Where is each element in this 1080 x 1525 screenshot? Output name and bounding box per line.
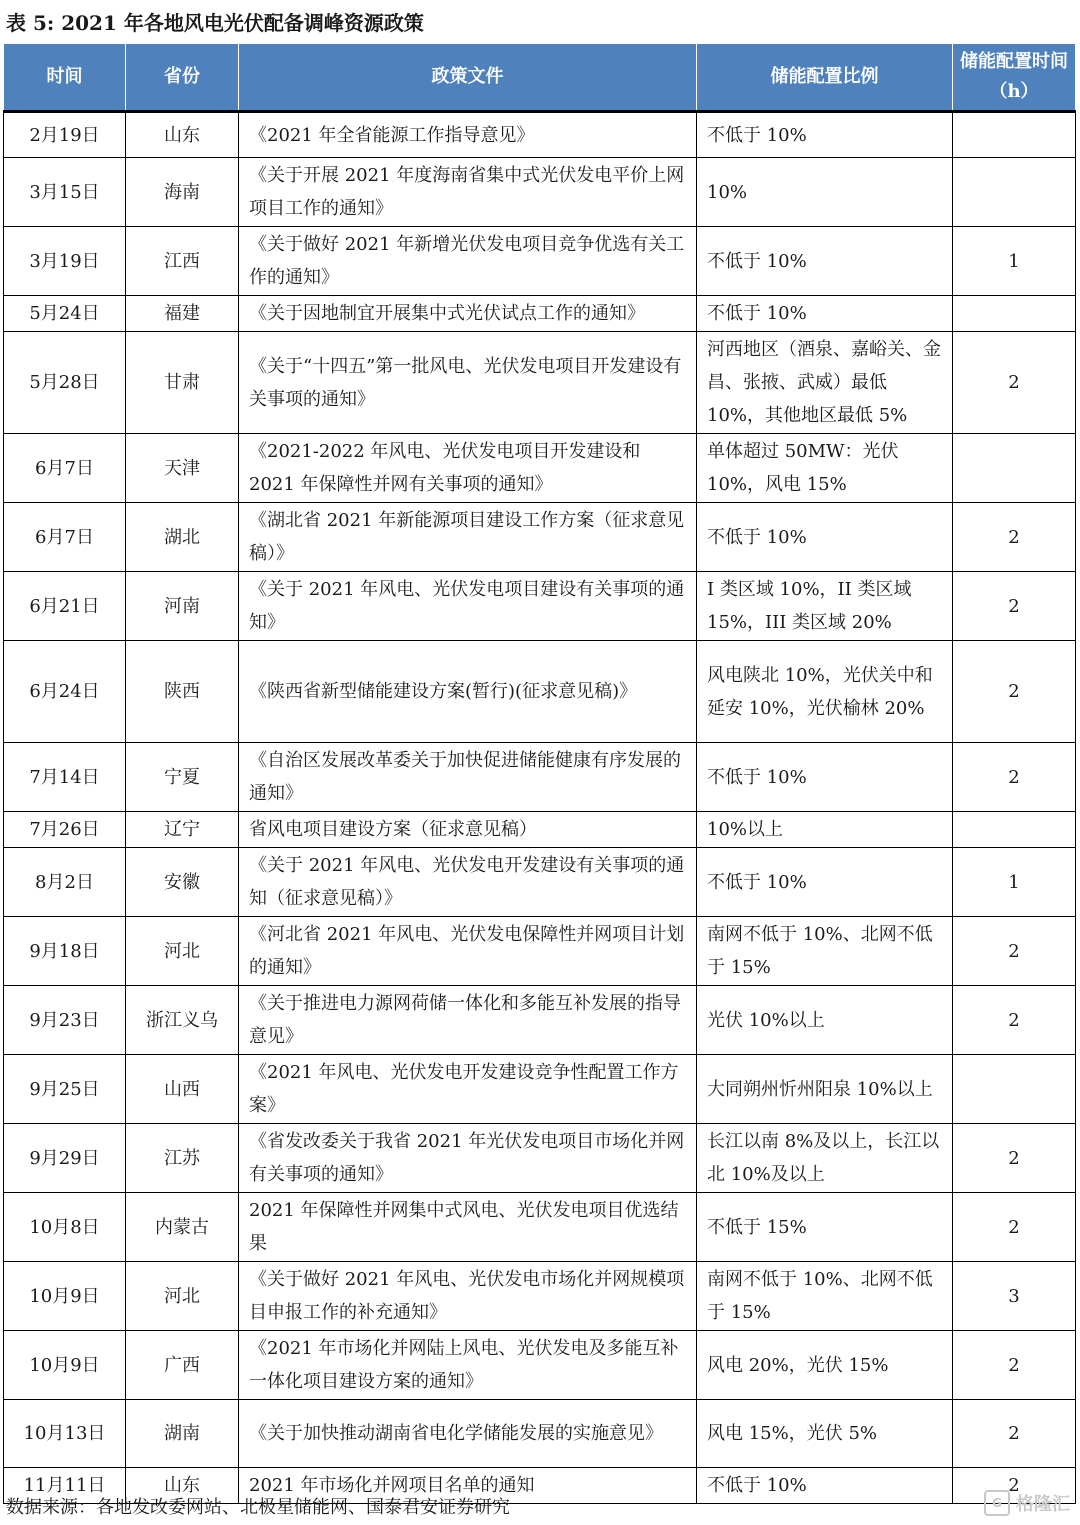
header-ratio: 储能配置比例 xyxy=(697,44,953,112)
table-row xyxy=(4,812,1076,848)
cell-policy: 《关于因地制宜开展集中式光伏试点工作的通知》 xyxy=(239,296,697,332)
table-row xyxy=(4,1262,1076,1331)
cell-hours: 2 xyxy=(953,641,1076,743)
cell-hours: 2 xyxy=(953,1193,1076,1262)
cell-province: 湖北 xyxy=(126,503,239,572)
table-row xyxy=(4,227,1076,296)
table-row xyxy=(4,986,1076,1055)
cell-policy: 《关于做好 2021 年风电、光伏发电市场化并网规模项目申报工作的补充通知》 xyxy=(239,1262,697,1331)
cell-province: 河北 xyxy=(126,917,239,986)
cell-province: 山西 xyxy=(126,1055,239,1124)
table-row xyxy=(4,1124,1076,1193)
cell-hours: 2 xyxy=(953,1331,1076,1400)
table-row xyxy=(4,296,1076,332)
cell-ratio: 10% xyxy=(697,158,953,227)
cell-date: 7月26日 xyxy=(4,812,126,848)
cell-province: 安徽 xyxy=(126,848,239,917)
header-province: 省份 xyxy=(126,44,239,112)
cell-ratio: 南网不低于 10%、北网不低于 15% xyxy=(697,917,953,986)
cell-date: 10月8日 xyxy=(4,1193,126,1262)
table-row xyxy=(4,158,1076,227)
cell-hours xyxy=(953,158,1076,227)
cell-ratio: 不低于 10% xyxy=(697,848,953,917)
cell-province: 广西 xyxy=(126,1331,239,1400)
cell-date: 7月14日 xyxy=(4,743,126,812)
cell-hours: 2 xyxy=(953,917,1076,986)
cell-date: 9月23日 xyxy=(4,986,126,1055)
cell-ratio: 风电 20%，光伏 15% xyxy=(697,1331,953,1400)
cell-policy: 《2021 年风电、光伏发电开发建设竞争性配置工作方案》 xyxy=(239,1055,697,1124)
cell-province: 江苏 xyxy=(126,1124,239,1193)
header-date: 时间 xyxy=(4,44,126,112)
cell-province: 河南 xyxy=(126,572,239,641)
cell-date: 6月21日 xyxy=(4,572,126,641)
cell-province: 浙江义乌 xyxy=(126,986,239,1055)
cell-policy: 《关于 2021 年风电、光伏发电项目建设有关事项的通知》 xyxy=(239,572,697,641)
table-row xyxy=(4,503,1076,572)
cell-date: 3月19日 xyxy=(4,227,126,296)
cell-date: 10月13日 xyxy=(4,1400,126,1468)
cell-hours xyxy=(953,812,1076,848)
cell-policy: 《关于做好 2021 年新增光伏发电项目竞争优选有关工作的通知》 xyxy=(239,227,697,296)
cell-hours: 3 xyxy=(953,1262,1076,1331)
cell-hours: 2 xyxy=(953,743,1076,812)
cell-ratio: 风电陕北 10%，光伏关中和延安 10%，光伏榆林 20% xyxy=(697,641,953,743)
policy-table xyxy=(3,43,1076,1504)
table-body xyxy=(4,112,1076,1504)
cell-hours: 2 xyxy=(953,332,1076,434)
watermark-text: 格隆汇 xyxy=(1016,1494,1070,1515)
cell-date: 9月25日 xyxy=(4,1055,126,1124)
gelonghui-logo-icon: G xyxy=(984,1490,1010,1516)
cell-policy: 《关于开展 2021 年度海南省集中式光伏发电平价上网项目工作的通知》 xyxy=(239,158,697,227)
header-policy: 政策文件 xyxy=(239,44,697,112)
cell-hours: 2 xyxy=(953,572,1076,641)
watermark xyxy=(984,1490,1070,1516)
cell-hours: 1 xyxy=(953,848,1076,917)
cell-ratio: 不低于 10% xyxy=(697,743,953,812)
cell-policy: 《省发改委关于我省 2021 年光伏发电项目市场化并网有关事项的通知》 xyxy=(239,1124,697,1193)
table-row xyxy=(4,1331,1076,1400)
cell-province: 湖南 xyxy=(126,1400,239,1468)
table-title: 表 5: 2021 年各地风电光伏配备调峰资源政策 xyxy=(6,11,424,35)
table-row xyxy=(4,434,1076,503)
cell-date: 6月7日 xyxy=(4,503,126,572)
cell-date: 5月28日 xyxy=(4,332,126,434)
cell-hours xyxy=(953,112,1076,158)
cell-policy: 《关于加快推动湖南省电化学储能发展的实施意见》 xyxy=(239,1400,697,1468)
cell-hours: 1 xyxy=(953,227,1076,296)
cell-hours xyxy=(953,1055,1076,1124)
cell-ratio: 10%以上 xyxy=(697,812,953,848)
table-row xyxy=(4,641,1076,743)
cell-ratio: 不低于 10% xyxy=(697,112,953,158)
cell-ratio: 不低于 15% xyxy=(697,1193,953,1262)
cell-policy: 《关于推进电力源网荷储一体化和多能互补发展的指导意见》 xyxy=(239,986,697,1055)
cell-policy: 《关于 2021 年风电、光伏发电开发建设有关事项的通知（征求意见稿）》 xyxy=(239,848,697,917)
cell-date: 11月11日 xyxy=(4,1468,126,1504)
cell-policy: 《2021 年市场化并网陆上风电、光伏发电及多能互补一体化项目建设方案的通知》 xyxy=(239,1331,697,1400)
cell-hours: 2 xyxy=(953,1400,1076,1468)
table-row xyxy=(4,743,1076,812)
cell-date: 8月2日 xyxy=(4,848,126,917)
cell-policy: 《2021-2022 年风电、光伏发电项目开发建设和 2021 年保障性并网有关事项的通知》 xyxy=(239,434,697,503)
cell-province: 宁夏 xyxy=(126,743,239,812)
table-row xyxy=(4,1055,1076,1124)
cell-date: 9月29日 xyxy=(4,1124,126,1193)
cell-date: 6月24日 xyxy=(4,641,126,743)
cell-hours xyxy=(953,296,1076,332)
cell-ratio: 河西地区（酒泉、嘉峪关、金昌、张掖、武威）最低 10%，其他地区最低 5% xyxy=(697,332,953,434)
cell-province: 天津 xyxy=(126,434,239,503)
cell-date: 10月9日 xyxy=(4,1331,126,1400)
table-row xyxy=(4,848,1076,917)
table-header-row xyxy=(4,44,1076,112)
cell-hours: 2 xyxy=(953,1124,1076,1193)
cell-ratio: 不低于 10% xyxy=(697,296,953,332)
cell-province: 山东 xyxy=(126,1468,239,1504)
cell-hours: 2 xyxy=(953,986,1076,1055)
cell-ratio: 单体超过 50MW：光伏 10%，风电 15% xyxy=(697,434,953,503)
table-row xyxy=(4,1193,1076,1262)
table-row xyxy=(4,572,1076,641)
cell-province: 甘肃 xyxy=(126,332,239,434)
cell-date: 9月18日 xyxy=(4,917,126,986)
cell-province: 内蒙古 xyxy=(126,1193,239,1262)
cell-date: 5月24日 xyxy=(4,296,126,332)
cell-ratio: 长江以南 8%及以上，长江以北 10%及以上 xyxy=(697,1124,953,1193)
cell-date: 2月19日 xyxy=(4,112,126,158)
cell-province: 辽宁 xyxy=(126,812,239,848)
cell-policy: 《自治区发展改革委关于加快促进储能健康有序发展的通知》 xyxy=(239,743,697,812)
cell-date: 3月15日 xyxy=(4,158,126,227)
cell-ratio: 不低于 10% xyxy=(697,1468,953,1504)
cell-province: 陕西 xyxy=(126,641,239,743)
cell-ratio: 风电 15%，光伏 5% xyxy=(697,1400,953,1468)
cell-province: 山东 xyxy=(126,112,239,158)
cell-ratio: 不低于 10% xyxy=(697,227,953,296)
table-row xyxy=(4,332,1076,434)
cell-policy: 2021 年市场化并网项目名单的通知 xyxy=(239,1468,697,1504)
cell-province: 福建 xyxy=(126,296,239,332)
cell-policy: 《2021 年全省能源工作指导意见》 xyxy=(239,112,697,158)
cell-ratio: 光伏 10%以上 xyxy=(697,986,953,1055)
cell-policy: 《湖北省 2021 年新能源项目建设工作方案（征求意见稿）》 xyxy=(239,503,697,572)
cell-hours xyxy=(953,434,1076,503)
cell-policy: 省风电项目建设方案（征求意见稿） xyxy=(239,812,697,848)
cell-date: 6月7日 xyxy=(4,434,126,503)
table-row xyxy=(4,917,1076,986)
table-row xyxy=(4,112,1076,158)
cell-ratio: 大同朔州忻州阳泉 10%以上 xyxy=(697,1055,953,1124)
header-hours: 储能配置时间（h） xyxy=(953,44,1076,112)
cell-policy: 《关于“十四五”第一批风电、光伏发电项目开发建设有关事项的通知》 xyxy=(239,332,697,434)
cell-province: 江西 xyxy=(126,227,239,296)
cell-policy: 2021 年保障性并网集中式风电、光伏发电项目优选结果 xyxy=(239,1193,697,1262)
cell-ratio: I 类区域 10%，II 类区域 15%，III 类区域 20% xyxy=(697,572,953,641)
cell-province: 河北 xyxy=(126,1262,239,1331)
cell-hours: 2 xyxy=(953,1468,1076,1504)
cell-policy: 《陕西省新型储能建设方案(暂行)(征求意见稿)》 xyxy=(239,641,697,743)
cell-ratio: 南网不低于 10%、北网不低于 15% xyxy=(697,1262,953,1331)
cell-province: 海南 xyxy=(126,158,239,227)
cell-policy: 《河北省 2021 年风电、光伏发电保障性并网项目计划的通知》 xyxy=(239,917,697,986)
cell-hours: 2 xyxy=(953,503,1076,572)
cell-ratio: 不低于 10% xyxy=(697,503,953,572)
cell-date: 10月9日 xyxy=(4,1262,126,1331)
table-row xyxy=(4,1400,1076,1468)
data-source-note: 数据来源：各地发改委网站、北极星储能网、国泰君安证券研究 xyxy=(6,1497,510,1518)
